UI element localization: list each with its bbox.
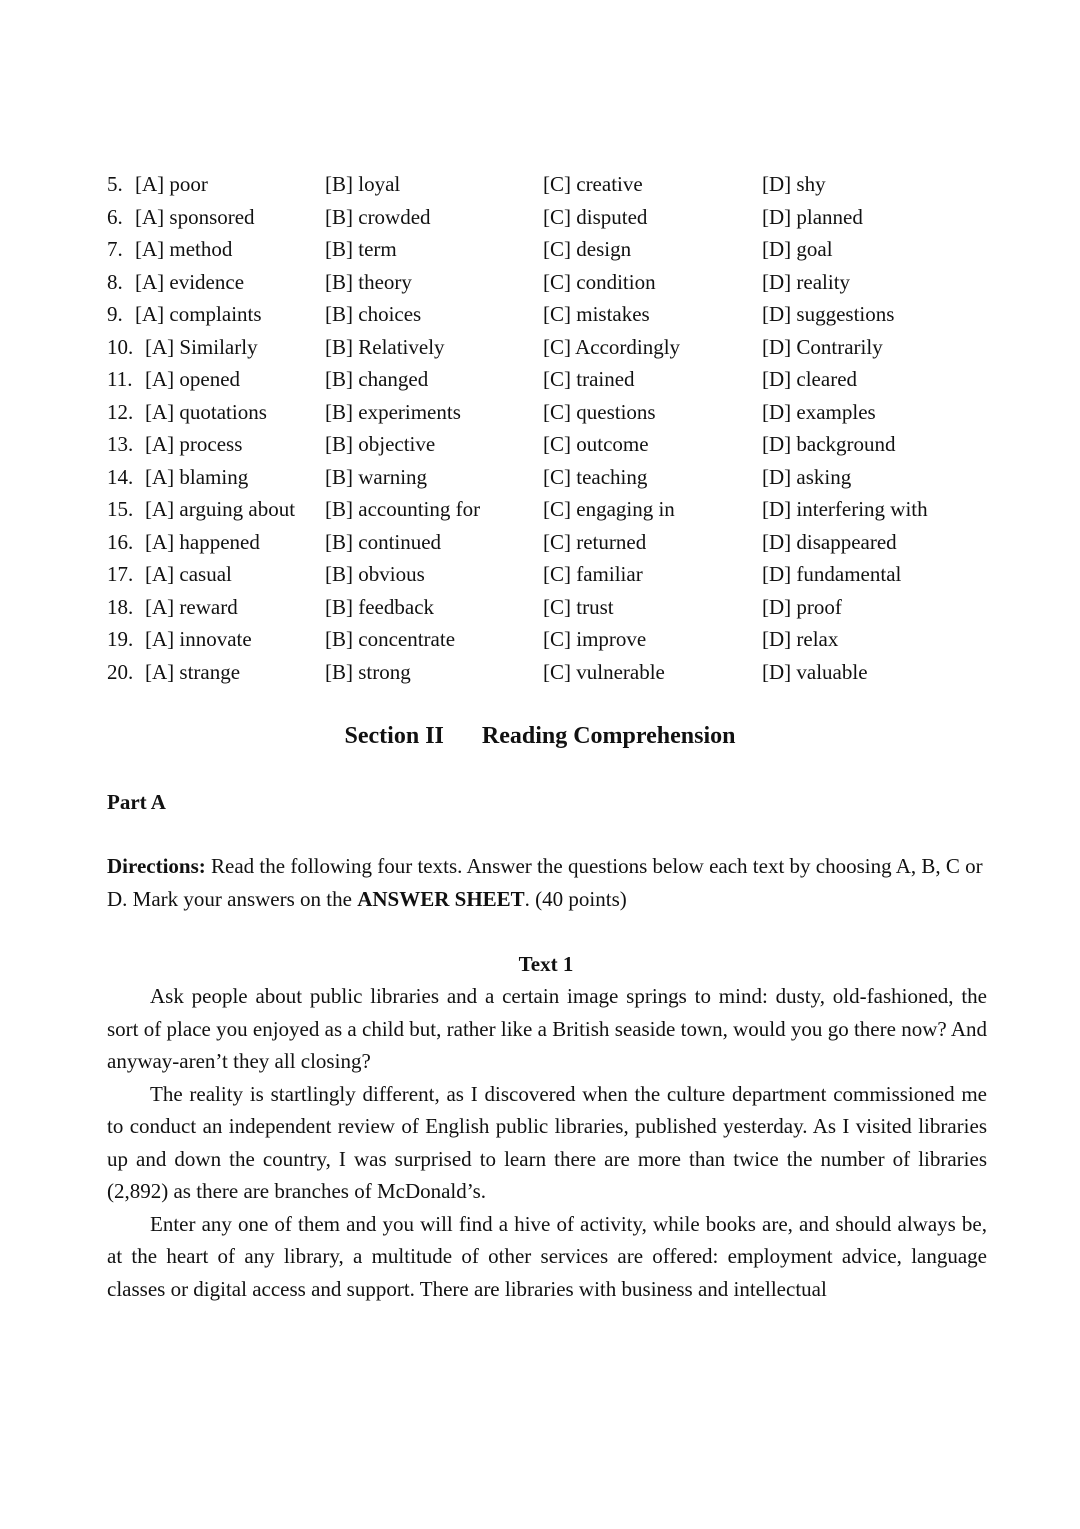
option-c: [C] Accordingly (543, 334, 681, 359)
option-d: [D] reality (762, 269, 851, 294)
option-b: [B] crowded (325, 204, 431, 229)
option-row (107, 623, 987, 656)
option-d: [D] background (762, 432, 896, 456)
directions (107, 850, 987, 915)
question-number: 19. (107, 627, 134, 651)
question-number: 7. (107, 237, 123, 261)
option-a: [A] strange (145, 659, 241, 684)
question-number: 11. (107, 367, 133, 391)
question-number: 15. (107, 497, 134, 521)
option-d: [D] asking (762, 464, 852, 489)
question-number: 8. (107, 269, 123, 294)
option-d: [D] relax (762, 627, 839, 651)
option-d: [D] goal (762, 237, 833, 261)
option-a: [A] casual (145, 562, 232, 586)
option-c: [C] trained (543, 367, 635, 391)
option-b: [B] feedback (325, 594, 435, 619)
option-c: [C] teaching (543, 464, 648, 489)
passage-paragraph-3: Enter any one of them and you will find a hive of activity, while books are, and should always be, at the heart of any library, a multitude of other services are offered: employment advice, language classes or digital access and support. There are libraries with business and intellectual (107, 1211, 987, 1301)
option-row (107, 331, 987, 364)
option-row (107, 201, 987, 234)
option-c: [C] vulnerable (543, 659, 665, 684)
option-row (107, 526, 987, 559)
option-row (107, 396, 987, 429)
option-a: [A] opened (145, 367, 241, 391)
passage-paragraph-2: The reality is startlingly different, as I discovered when the culture department commissioned me to conduct an independent review of English public libraries, published yesterday. As I visited libraries up and down the country, I was surprised to learn there are more than twice the number of libraries (2,892) as there are branches of McDonald’s. (107, 1081, 987, 1203)
answer-options-table (107, 168, 987, 688)
passage-paragraph-1: Ask people about public libraries and a certain image springs to mind: dusty, old-fashioned, the sort of place you enjoyed as a child but, rather like a British seaside town, would you go there now? And anyway-aren’t they all closing? (107, 984, 987, 1073)
directions-text-1: Read the following four texts. Answer the questions below each text by choosing A, B, C or D. Mark your answers on the (107, 854, 983, 911)
option-b: [B] objective (325, 432, 436, 456)
option-c: [C] creative (543, 172, 643, 196)
question-number: 14. (107, 464, 134, 489)
text-title: Text 1 (518, 952, 574, 976)
directions-label: Directions: (107, 854, 206, 878)
option-a: [A] blaming (145, 464, 249, 489)
question-number: 12. (107, 399, 134, 424)
option-b: [B] loyal (325, 172, 401, 196)
option-c: [C] disputed (543, 204, 648, 229)
option-a: [A] happened (145, 529, 260, 554)
question-number: 16. (107, 529, 134, 554)
option-b: [B] changed (325, 367, 429, 391)
answer-sheet-label: ANSWER SHEET (357, 886, 525, 911)
option-c: [C] mistakes (543, 302, 650, 326)
question-number: 10. (107, 334, 134, 359)
option-row (107, 428, 987, 461)
option-a: [A] process (145, 432, 243, 456)
option-row (107, 461, 987, 494)
option-a: [A] sponsored (135, 204, 255, 229)
option-row (107, 591, 987, 624)
option-d: [D] planned (762, 204, 863, 229)
option-d: [D] shy (762, 172, 826, 196)
option-row (107, 298, 987, 331)
option-b: [B] choices (325, 302, 422, 326)
option-d: [D] disappeared (762, 529, 897, 554)
passage (107, 980, 987, 1305)
question-number: 18. (107, 594, 134, 619)
option-d: [D] fundamental (762, 562, 902, 586)
option-a: [A] innovate (145, 627, 252, 651)
option-b: [B] term (325, 237, 397, 261)
option-b: [B] continued (325, 529, 442, 554)
option-a: [A] quotations (145, 399, 267, 424)
option-c: [C] outcome (543, 432, 649, 456)
question-number: 20. (107, 659, 134, 684)
option-a: [A] reward (145, 594, 238, 619)
option-row (107, 266, 987, 299)
option-b: [B] experiments (325, 399, 461, 424)
option-b: [B] obvious (325, 562, 425, 586)
option-row (107, 656, 987, 689)
option-c: [C] questions (543, 399, 656, 424)
question-number: 13. (107, 432, 134, 456)
option-b: [B] concentrate (325, 627, 456, 651)
section-heading (0, 718, 1080, 754)
option-c: [C] familiar (543, 562, 643, 586)
part-heading: Part A (107, 790, 166, 814)
option-d: [D] interfering with (762, 497, 928, 521)
option-a: [A] Similarly (145, 334, 258, 359)
question-number: 5. (107, 172, 123, 196)
question-number: 17. (107, 562, 134, 586)
option-c: [C] returned (543, 529, 647, 554)
option-d: [D] Contrarily (762, 334, 883, 359)
option-row (107, 233, 987, 266)
option-c: [C] condition (543, 269, 656, 294)
option-d: [D] valuable (762, 659, 868, 684)
section-title: Reading Comprehension (481, 723, 736, 749)
option-row (107, 558, 987, 591)
question-number: 9. (107, 302, 123, 326)
directions-text-2: . (40 points) (524, 886, 627, 911)
question-number: 6. (107, 204, 123, 229)
option-d: [D] suggestions (762, 302, 895, 326)
option-d: [D] proof (762, 594, 842, 619)
option-b: [B] strong (325, 659, 411, 684)
option-b: [B] accounting for (325, 497, 481, 521)
option-a: [A] method (135, 237, 233, 261)
option-c: [C] improve (543, 627, 647, 651)
section-number: Section II (344, 723, 444, 749)
option-c: [C] trust (543, 594, 614, 619)
option-row (107, 493, 987, 526)
option-d: [D] examples (762, 399, 876, 424)
option-a: [A] complaints (135, 302, 262, 326)
option-b: [B] Relatively (325, 334, 445, 359)
option-c: [C] engaging in (543, 497, 675, 521)
option-a: [A] arguing about (145, 497, 296, 521)
option-d: [D] cleared (762, 367, 858, 391)
option-b: [B] warning (325, 464, 428, 489)
option-a: [A] evidence (135, 269, 245, 294)
option-row (107, 363, 987, 396)
option-row (107, 168, 987, 201)
option-a: [A] poor (135, 172, 208, 196)
option-c: [C] design (543, 237, 632, 261)
option-b: [B] theory (325, 269, 412, 294)
